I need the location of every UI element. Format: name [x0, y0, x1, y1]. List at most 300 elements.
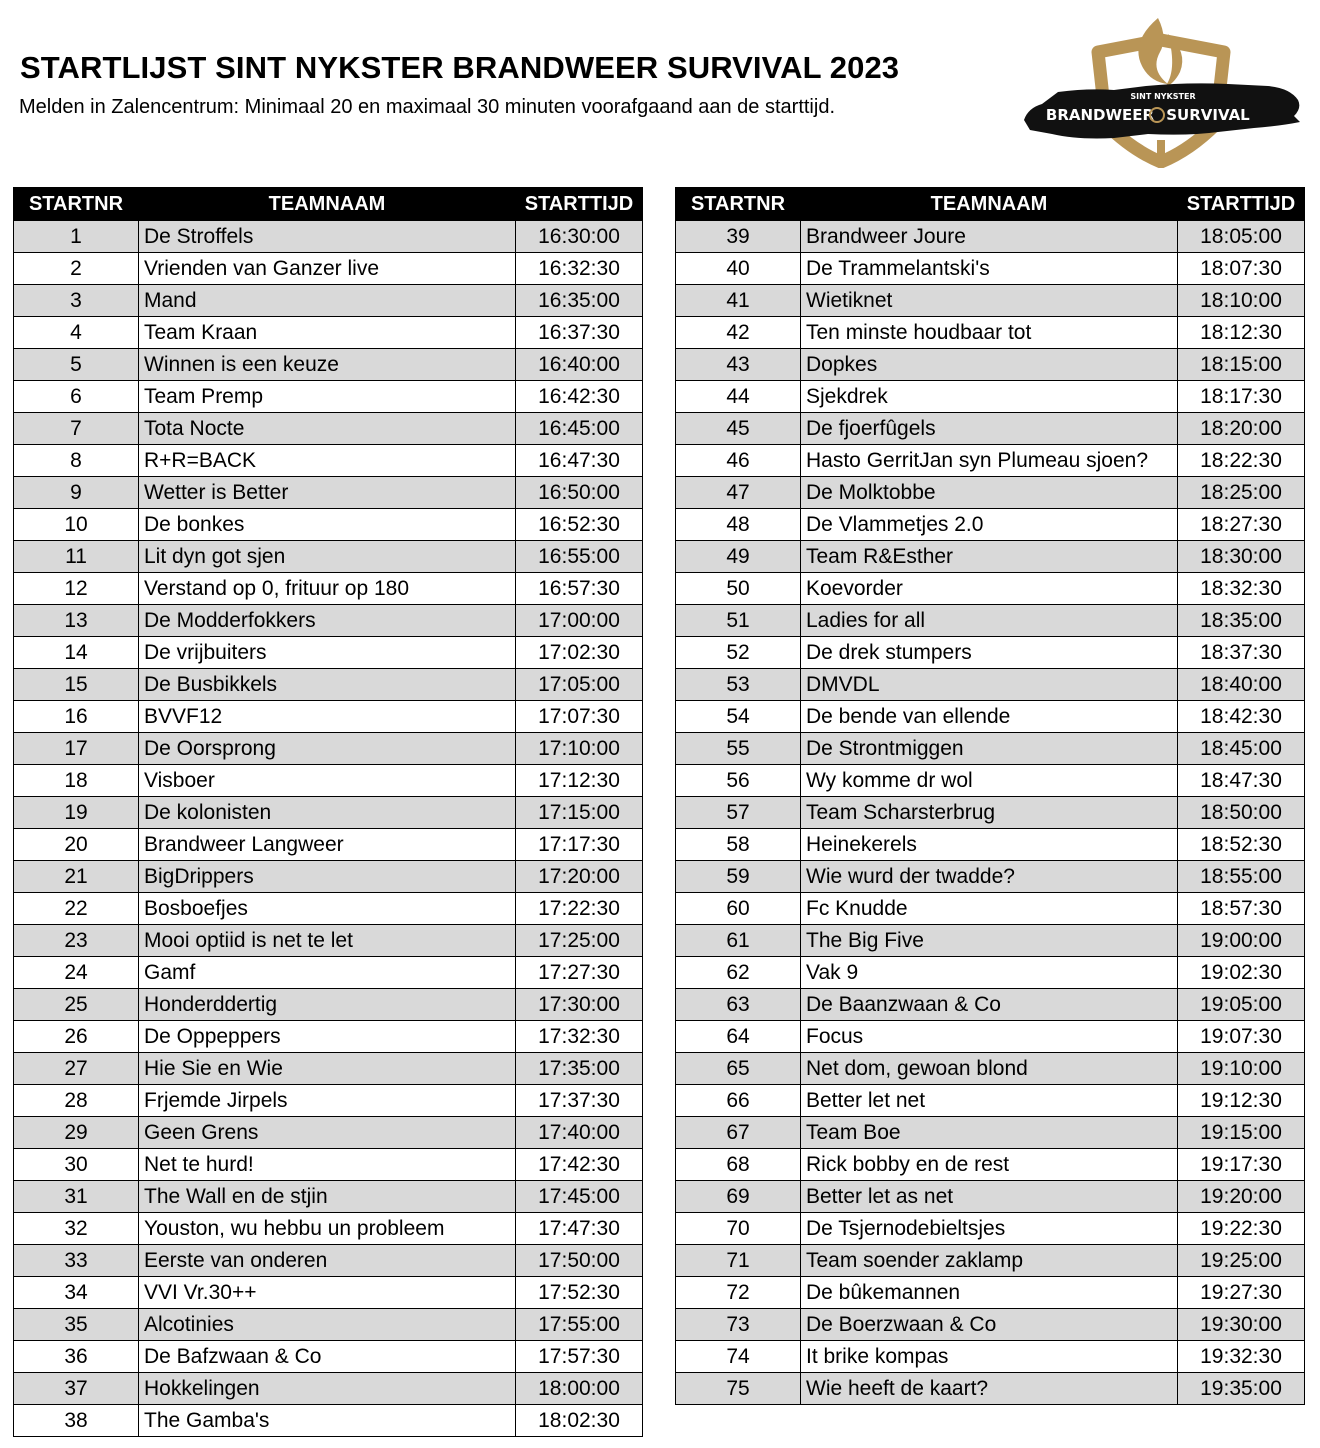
starttijd-cell: 16:55:00: [516, 541, 643, 573]
startnr-cell: 41: [676, 285, 801, 317]
table-row: [676, 1341, 1305, 1373]
table-row: [676, 1149, 1305, 1181]
teamnaam-cell: Fc Knudde: [801, 893, 1178, 925]
starttijd-cell: 19:35:00: [1178, 1373, 1305, 1405]
starttijd-cell: 19:15:00: [1178, 1117, 1305, 1149]
starttijd-cell: 16:42:30: [516, 381, 643, 413]
startnr-cell: 10: [14, 509, 139, 541]
table-row: [676, 1373, 1305, 1405]
starttijd-cell: 17:27:30: [516, 957, 643, 989]
table-row: [14, 797, 643, 829]
teamnaam-cell: De fjoerfûgels: [801, 413, 1178, 445]
teamnaam-cell: Wie heeft de kaart?: [801, 1373, 1178, 1405]
startnr-cell: 16: [14, 701, 139, 733]
startnr-cell: 74: [676, 1341, 801, 1373]
startnr-cell: 57: [676, 797, 801, 829]
startnr-cell: 22: [14, 893, 139, 925]
table-row: [676, 1245, 1305, 1277]
startnr-cell: 35: [14, 1309, 139, 1341]
table-row: [14, 925, 643, 957]
startnr-cell: 12: [14, 573, 139, 605]
teamnaam-cell: De kolonisten: [139, 797, 516, 829]
teamnaam-cell: Wietiknet: [801, 285, 1178, 317]
column-header-teamnaam: TEAMNAAM: [139, 188, 516, 221]
starttijd-cell: 18:07:30: [1178, 253, 1305, 285]
teamnaam-cell: Frjemde Jirpels: [139, 1085, 516, 1117]
table-row: [676, 797, 1305, 829]
startnr-cell: 66: [676, 1085, 801, 1117]
starttijd-cell: 18:25:00: [1178, 477, 1305, 509]
starttijd-cell: 17:17:30: [516, 829, 643, 861]
starttijd-cell: 17:47:30: [516, 1213, 643, 1245]
table-row: [14, 765, 643, 797]
table-header-row: [14, 188, 643, 221]
teamnaam-cell: De Strontmiggen: [801, 733, 1178, 765]
startnr-cell: 69: [676, 1181, 801, 1213]
teamnaam-cell: De Stroffels: [139, 221, 516, 253]
table-row: [676, 669, 1305, 701]
startnr-cell: 30: [14, 1149, 139, 1181]
startnr-cell: 54: [676, 701, 801, 733]
table-row: [676, 1117, 1305, 1149]
startnr-cell: 61: [676, 925, 801, 957]
teamnaam-cell: The Big Five: [801, 925, 1178, 957]
starttijd-cell: 18:35:00: [1178, 605, 1305, 637]
startnr-cell: 68: [676, 1149, 801, 1181]
teamnaam-cell: De Boerzwaan & Co: [801, 1309, 1178, 1341]
table-row: [14, 829, 643, 861]
column-header-teamnaam: TEAMNAAM: [801, 188, 1178, 221]
startnr-cell: 29: [14, 1117, 139, 1149]
table-row: [676, 893, 1305, 925]
teamnaam-cell: Vak 9: [801, 957, 1178, 989]
table-header-row: [676, 188, 1305, 221]
table-row: [676, 701, 1305, 733]
startnr-cell: 20: [14, 829, 139, 861]
teamnaam-cell: VVI Vr.30++: [139, 1277, 516, 1309]
starttijd-cell: 19:02:30: [1178, 957, 1305, 989]
table-row: [676, 573, 1305, 605]
teamnaam-cell: De Busbikkels: [139, 669, 516, 701]
teamnaam-cell: Wetter is Better: [139, 477, 516, 509]
starttijd-cell: 18:12:30: [1178, 317, 1305, 349]
starttijd-cell: 17:52:30: [516, 1277, 643, 1309]
starttijd-cell: 17:12:30: [516, 765, 643, 797]
table-row: [14, 381, 643, 413]
teamnaam-cell: Mand: [139, 285, 516, 317]
teamnaam-cell: Verstand op 0, frituur op 180: [139, 573, 516, 605]
table-row: [14, 541, 643, 573]
teamnaam-cell: Ten minste houdbaar tot: [801, 317, 1178, 349]
startnr-cell: 48: [676, 509, 801, 541]
starttijd-cell: 16:45:00: [516, 413, 643, 445]
table-row: [14, 1021, 643, 1053]
table-row: [14, 669, 643, 701]
startnr-cell: 19: [14, 797, 139, 829]
table-row: [676, 509, 1305, 541]
teamnaam-cell: BigDrippers: [139, 861, 516, 893]
startnr-cell: 67: [676, 1117, 801, 1149]
teamnaam-cell: Tota Nocte: [139, 413, 516, 445]
teamnaam-cell: De bûkemannen: [801, 1277, 1178, 1309]
table-row: [14, 989, 643, 1021]
table-row: [14, 221, 643, 253]
starttijd-cell: 17:42:30: [516, 1149, 643, 1181]
startnr-cell: 5: [14, 349, 139, 381]
startnr-cell: 34: [14, 1277, 139, 1309]
starttijd-cell: 18:00:00: [516, 1373, 643, 1405]
logo-survival-text: SURVIVAL: [1166, 106, 1250, 124]
table-row: [14, 1309, 643, 1341]
startnr-cell: 56: [676, 765, 801, 797]
starttijd-cell: 19:32:30: [1178, 1341, 1305, 1373]
teamnaam-cell: Better let net: [801, 1085, 1178, 1117]
table-row: [676, 285, 1305, 317]
table-row: [676, 1085, 1305, 1117]
startnr-cell: 49: [676, 541, 801, 573]
teamnaam-cell: De Modderfokkers: [139, 605, 516, 637]
starttijd-cell: 17:02:30: [516, 637, 643, 669]
startnr-cell: 46: [676, 445, 801, 477]
startnr-cell: 40: [676, 253, 801, 285]
starttijd-cell: 17:20:00: [516, 861, 643, 893]
startnr-cell: 23: [14, 925, 139, 957]
teamnaam-cell: Hokkelingen: [139, 1373, 516, 1405]
table-row: [14, 1213, 643, 1245]
teamnaam-cell: Team Boe: [801, 1117, 1178, 1149]
table-row: [676, 925, 1305, 957]
starttijd-cell: 19:10:00: [1178, 1053, 1305, 1085]
starttijd-cell: 17:05:00: [516, 669, 643, 701]
teamnaam-cell: Team Kraan: [139, 317, 516, 349]
table-row: [14, 1341, 643, 1373]
teamnaam-cell: De bende van ellende: [801, 701, 1178, 733]
starttijd-cell: 19:00:00: [1178, 925, 1305, 957]
teamnaam-cell: R+R=BACK: [139, 445, 516, 477]
starttijd-cell: 16:47:30: [516, 445, 643, 477]
startnr-cell: 18: [14, 765, 139, 797]
startnr-cell: 32: [14, 1213, 139, 1245]
starttijd-cell: 17:10:00: [516, 733, 643, 765]
table-row: [14, 1277, 643, 1309]
startnr-cell: 15: [14, 669, 139, 701]
starttijd-cell: 19:22:30: [1178, 1213, 1305, 1245]
starttijd-cell: 18:55:00: [1178, 861, 1305, 893]
table-row: [676, 765, 1305, 797]
table-row: [676, 605, 1305, 637]
teamnaam-cell: It brike kompas: [801, 1341, 1178, 1373]
startnr-cell: 7: [14, 413, 139, 445]
startnr-cell: 25: [14, 989, 139, 1021]
teamnaam-cell: Gamf: [139, 957, 516, 989]
teamnaam-cell: De vrijbuiters: [139, 637, 516, 669]
starttijd-cell: 17:30:00: [516, 989, 643, 1021]
starttijd-cell: 17:00:00: [516, 605, 643, 637]
teamnaam-cell: Mooi optiid is net te let: [139, 925, 516, 957]
startnr-cell: 45: [676, 413, 801, 445]
table-row: [676, 477, 1305, 509]
table-row: [14, 285, 643, 317]
starttijd-cell: 17:22:30: [516, 893, 643, 925]
teamnaam-cell: Team Premp: [139, 381, 516, 413]
teamnaam-cell: Better let as net: [801, 1181, 1178, 1213]
startnr-cell: 38: [14, 1405, 139, 1437]
starttijd-cell: 16:57:30: [516, 573, 643, 605]
startnr-cell: 21: [14, 861, 139, 893]
teamnaam-cell: Net dom, gewoan blond: [801, 1053, 1178, 1085]
startnr-cell: 27: [14, 1053, 139, 1085]
teamnaam-cell: Hie Sie en Wie: [139, 1053, 516, 1085]
teamnaam-cell: The Gamba's: [139, 1405, 516, 1437]
teamnaam-cell: BVVF12: [139, 701, 516, 733]
starttijd-cell: 19:17:30: [1178, 1149, 1305, 1181]
startnr-cell: 11: [14, 541, 139, 573]
table-row: [676, 637, 1305, 669]
startlist-table-left: [13, 187, 643, 1437]
starttijd-cell: 17:15:00: [516, 797, 643, 829]
startnr-cell: 51: [676, 605, 801, 637]
table-row: [14, 509, 643, 541]
startnr-cell: 9: [14, 477, 139, 509]
starttijd-cell: 17:45:00: [516, 1181, 643, 1213]
starttijd-cell: 16:30:00: [516, 221, 643, 253]
table-row: [676, 413, 1305, 445]
startnr-cell: 6: [14, 381, 139, 413]
startnr-cell: 75: [676, 1373, 801, 1405]
table-row: [676, 861, 1305, 893]
table-row: [676, 957, 1305, 989]
teamnaam-cell: Eerste van onderen: [139, 1245, 516, 1277]
page-title: STARTLIJST SINT NYKSTER BRANDWEER SURVIVAL 2023: [20, 50, 900, 85]
table-row: [676, 349, 1305, 381]
startnr-cell: 31: [14, 1181, 139, 1213]
startnr-cell: 33: [14, 1245, 139, 1277]
starttijd-cell: 18:45:00: [1178, 733, 1305, 765]
starttijd-cell: 18:50:00: [1178, 797, 1305, 829]
teamnaam-cell: Rick bobby en de rest: [801, 1149, 1178, 1181]
starttijd-cell: 19:25:00: [1178, 1245, 1305, 1277]
startnr-cell: 64: [676, 1021, 801, 1053]
teamnaam-cell: De Bafzwaan & Co: [139, 1341, 516, 1373]
starttijd-cell: 19:20:00: [1178, 1181, 1305, 1213]
starttijd-cell: 18:52:30: [1178, 829, 1305, 861]
table-row: [14, 861, 643, 893]
starttijd-cell: 17:57:30: [516, 1341, 643, 1373]
teamnaam-cell: Ladies for all: [801, 605, 1178, 637]
startnr-cell: 17: [14, 733, 139, 765]
starttijd-cell: 19:07:30: [1178, 1021, 1305, 1053]
teamnaam-cell: Team R&Esther: [801, 541, 1178, 573]
teamnaam-cell: Wie wurd der twadde?: [801, 861, 1178, 893]
logo-brandweer-text: BRANDWEER: [1045, 106, 1155, 124]
teamnaam-cell: Visboer: [139, 765, 516, 797]
table-row: [676, 1213, 1305, 1245]
starttijd-cell: 19:27:30: [1178, 1277, 1305, 1309]
table-row: [14, 573, 643, 605]
startnr-cell: 13: [14, 605, 139, 637]
startnr-cell: 43: [676, 349, 801, 381]
starttijd-cell: 18:02:30: [516, 1405, 643, 1437]
startnr-cell: 28: [14, 1085, 139, 1117]
starttijd-cell: 17:40:00: [516, 1117, 643, 1149]
startnr-cell: 36: [14, 1341, 139, 1373]
startnr-cell: 26: [14, 1021, 139, 1053]
teamnaam-cell: Lit dyn got sjen: [139, 541, 516, 573]
starttijd-cell: 18:22:30: [1178, 445, 1305, 477]
table-row: [14, 957, 643, 989]
starttijd-cell: 17:07:30: [516, 701, 643, 733]
starttijd-cell: 17:50:00: [516, 1245, 643, 1277]
teamnaam-cell: De Trammelantski's: [801, 253, 1178, 285]
starttijd-cell: 18:42:30: [1178, 701, 1305, 733]
teamnaam-cell: Geen Grens: [139, 1117, 516, 1149]
startnr-cell: 71: [676, 1245, 801, 1277]
starttijd-cell: 17:55:00: [516, 1309, 643, 1341]
table-row: [14, 733, 643, 765]
table-row: [14, 1085, 643, 1117]
table-row: [14, 413, 643, 445]
startnr-cell: 14: [14, 637, 139, 669]
startnr-cell: 58: [676, 829, 801, 861]
starttijd-cell: 18:27:30: [1178, 509, 1305, 541]
table-row: [676, 1053, 1305, 1085]
startnr-cell: 39: [676, 221, 801, 253]
table-row: [14, 605, 643, 637]
startlist-table-right: [675, 187, 1305, 1405]
starttijd-cell: 18:05:00: [1178, 221, 1305, 253]
teamnaam-cell: De Oorsprong: [139, 733, 516, 765]
starttijd-cell: 18:20:00: [1178, 413, 1305, 445]
logo-top-text: SINT NYKSTER: [1130, 92, 1196, 101]
table-row: [676, 317, 1305, 349]
startnr-cell: 73: [676, 1309, 801, 1341]
starttijd-cell: 16:52:30: [516, 509, 643, 541]
table-row: [14, 1245, 643, 1277]
table-row: [676, 733, 1305, 765]
teamnaam-cell: Team soender zaklamp: [801, 1245, 1178, 1277]
table-row: [14, 349, 643, 381]
teamnaam-cell: DMVDL: [801, 669, 1178, 701]
starttijd-cell: 18:57:30: [1178, 893, 1305, 925]
startnr-cell: 42: [676, 317, 801, 349]
teamnaam-cell: Honderddertig: [139, 989, 516, 1021]
startnr-cell: 53: [676, 669, 801, 701]
column-header-startnr: STARTNR: [14, 188, 139, 221]
table-row: [676, 1277, 1305, 1309]
teamnaam-cell: De drek stumpers: [801, 637, 1178, 669]
teamnaam-cell: Focus: [801, 1021, 1178, 1053]
starttijd-cell: 18:37:30: [1178, 637, 1305, 669]
table-row: [676, 221, 1305, 253]
startnr-cell: 52: [676, 637, 801, 669]
teamnaam-cell: Heinekerels: [801, 829, 1178, 861]
starttijd-cell: 17:35:00: [516, 1053, 643, 1085]
startnr-cell: 4: [14, 317, 139, 349]
column-header-startnr: STARTNR: [676, 188, 801, 221]
teamnaam-cell: Brandweer Joure: [801, 221, 1178, 253]
startnr-cell: 50: [676, 573, 801, 605]
startnr-cell: 65: [676, 1053, 801, 1085]
teamnaam-cell: The Wall en de stjin: [139, 1181, 516, 1213]
starttijd-cell: 19:30:00: [1178, 1309, 1305, 1341]
table-row: [14, 477, 643, 509]
table-row: [676, 253, 1305, 285]
starttijd-cell: 16:32:30: [516, 253, 643, 285]
teamnaam-cell: De bonkes: [139, 509, 516, 541]
startnr-cell: 70: [676, 1213, 801, 1245]
startnr-cell: 44: [676, 381, 801, 413]
starttijd-cell: 18:15:00: [1178, 349, 1305, 381]
startnr-cell: 47: [676, 477, 801, 509]
teamnaam-cell: De Vlammetjes 2.0: [801, 509, 1178, 541]
column-header-starttijd: STARTTIJD: [516, 188, 643, 221]
startnr-cell: 60: [676, 893, 801, 925]
startnr-cell: 59: [676, 861, 801, 893]
starttijd-cell: 17:32:30: [516, 1021, 643, 1053]
startnr-cell: 8: [14, 445, 139, 477]
teamnaam-cell: Winnen is een keuze: [139, 349, 516, 381]
teamnaam-cell: De Tsjernodebieltsjes: [801, 1213, 1178, 1245]
starttijd-cell: 18:40:00: [1178, 669, 1305, 701]
table-row: [14, 1149, 643, 1181]
starttijd-cell: 18:17:30: [1178, 381, 1305, 413]
starttijd-cell: 18:30:00: [1178, 541, 1305, 573]
starttijd-cell: 18:32:30: [1178, 573, 1305, 605]
startnr-cell: 55: [676, 733, 801, 765]
column-header-starttijd: STARTTIJD: [1178, 188, 1305, 221]
table-row: [14, 1373, 643, 1405]
teamnaam-cell: Youston, wu hebbu un probleem: [139, 1213, 516, 1245]
starttijd-cell: 18:47:30: [1178, 765, 1305, 797]
starttijd-cell: 16:40:00: [516, 349, 643, 381]
brandweer-survival-logo: [1018, 12, 1304, 168]
starttijd-cell: 16:50:00: [516, 477, 643, 509]
teamnaam-cell: Koevorder: [801, 573, 1178, 605]
startnr-cell: 3: [14, 285, 139, 317]
startnr-cell: 62: [676, 957, 801, 989]
teamnaam-cell: Team Scharsterbrug: [801, 797, 1178, 829]
teamnaam-cell: Vrienden van Ganzer live: [139, 253, 516, 285]
table-row: [14, 1405, 643, 1437]
startnr-cell: 72: [676, 1277, 801, 1309]
teamnaam-cell: Alcotinies: [139, 1309, 516, 1341]
table-row: [14, 1053, 643, 1085]
table-row: [676, 1181, 1305, 1213]
table-row: [676, 381, 1305, 413]
starttijd-cell: 17:37:30: [516, 1085, 643, 1117]
table-row: [676, 829, 1305, 861]
starttijd-cell: 16:35:00: [516, 285, 643, 317]
table-row: [14, 1181, 643, 1213]
starttijd-cell: 19:12:30: [1178, 1085, 1305, 1117]
table-row: [14, 1117, 643, 1149]
table-row: [14, 317, 643, 349]
startnr-cell: 2: [14, 253, 139, 285]
teamnaam-cell: Brandweer Langweer: [139, 829, 516, 861]
table-row: [14, 637, 643, 669]
teamnaam-cell: De Oppeppers: [139, 1021, 516, 1053]
starttijd-cell: 17:25:00: [516, 925, 643, 957]
table-row: [676, 541, 1305, 573]
startnr-cell: 63: [676, 989, 801, 1021]
table-row: [14, 253, 643, 285]
teamnaam-cell: De Molktobbe: [801, 477, 1178, 509]
table-row: [676, 1309, 1305, 1341]
teamnaam-cell: Hasto GerritJan syn Plumeau sjoen?: [801, 445, 1178, 477]
table-row: [14, 893, 643, 925]
table-row: [14, 701, 643, 733]
starttijd-cell: 16:37:30: [516, 317, 643, 349]
